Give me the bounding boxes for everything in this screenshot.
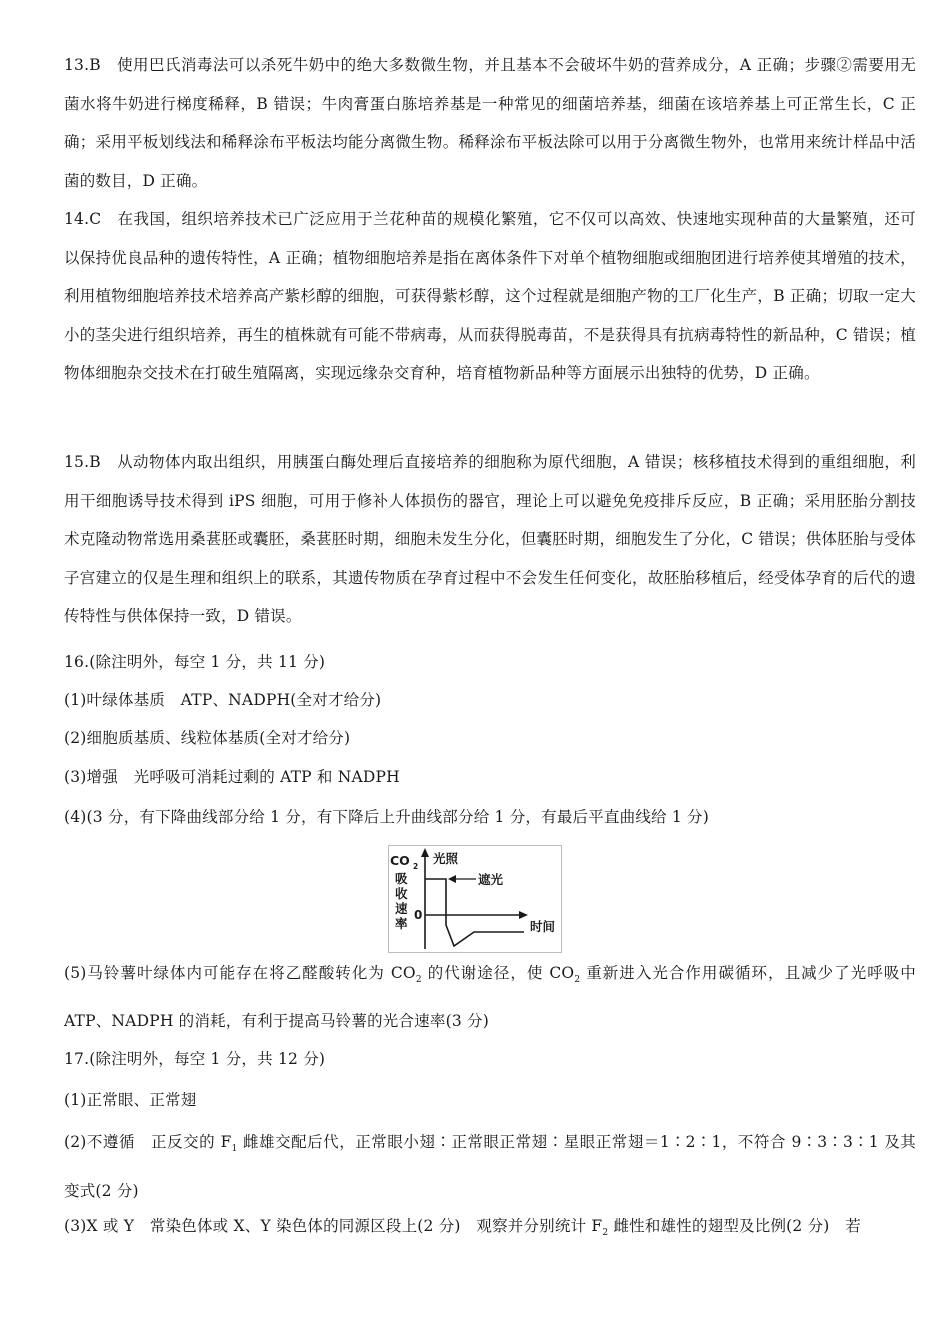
y-axis-arrow [421, 848, 429, 857]
answer-16-part-5-b: 的代谢途径，使 CO [421, 964, 575, 982]
y-label-char-4: 率 [395, 916, 408, 931]
y-label-co2-sub: 2 [413, 862, 419, 871]
y-label-char-1: 吸 [395, 871, 408, 886]
co2-absorption-figure [388, 845, 562, 953]
answer-17-header: 17.(除注明外，每空 1 分，共 12 分) [64, 1050, 326, 1068]
answer-16-header: 16.(除注明外，每空 1 分，共 11 分) [64, 653, 326, 671]
answer-17-part-3-b: 雌性和雄性的翅型及比例(2 分) 若 [608, 1217, 861, 1235]
answer-16-part-2: (2)细胞质基质、线粒体基质(全对才给分) [64, 729, 351, 747]
answer-17-part-2-a: (2)不遵循 正反交的 F [64, 1133, 232, 1151]
f2-subscript: 2 [602, 1228, 609, 1239]
answer-16-part-3: (3)增强 光呼吸可消耗过剩的 ATP 和 NADPH [64, 768, 400, 786]
answer-15: 15.B 从动物体内取出组织，用胰蛋白酶处理后直接培养的细胞称为原代细胞，A 错误；核移植技术得到的重组细胞，利用干细胞诱导技术得到 iPS 细胞，可用于修补人体损伤的器官，理论上可以避免免疫排斥反应，B 正确；采用胚胎分割技术克隆动物常选用桑葚胚或囊胚，桑葚胚时期，细胞未发生分化，但囊胚时期，细胞发生了分化，C 错误；供体胚胎与受体子宫建立的仅是生理和组织上的联系，其遗传物质在孕育过程中不会发生任何变化，故胚胎移植后，经受体孕育的后代的遗传特性与供体保持一致，D 错误。 [64, 453, 916, 625]
co2-subscript-1: 2 [415, 975, 422, 986]
light-label: 光照 [433, 851, 459, 866]
answer-17-part-2-b: 雌雄交配后代，正常眼小翅∶正常眼正常翅∶星眼正常翅＝1∶2∶1，不符合 9∶3∶3∶1 及其变式(2 分) [64, 1133, 916, 1201]
shade-label: 遮光 [478, 872, 504, 887]
answer-17-part-3 [64, 1207, 916, 1253]
answer-16-part-5 [64, 953, 916, 1042]
zero-label: 0 [414, 908, 423, 922]
y-label-co2: CO [390, 853, 410, 868]
co2-curve [425, 879, 524, 946]
answer-17-part-2 [64, 1121, 916, 1212]
x-axis-arrow [519, 911, 528, 919]
x-label-time: 时间 [530, 919, 556, 934]
answer-17-part-3-a: (3)X 或 Y 常染色体或 X、Y 染色体的同源区段上(2 分) 观察并分别统计 F [64, 1217, 603, 1235]
answer-16-part-1: (1)叶绿体基质 ATP、NADPH(全对才给分) [64, 691, 382, 709]
answer-14: 14.C 在我国，组织培养技术已广泛应用于兰花种苗的规模化繁殖，它不仅可以高效、快速地实现种苗的大量繁殖，还可以保持优良品种的遗传特性，A 正确；植物细胞培养是指在离体条件下对单个植物细胞或细胞团进行培养使其增殖的技术，利用植物细胞培养技术培养高产紫杉醇的细胞，可获得紫杉醇，这个过程就是细胞产物的工厂化生产，B 正确；切取一定大小的茎尖进行组织培养，再生的植株就有可能不带病毒，从而获得脱毒苗，不是获得具有抗病毒特性的新品种，C 错误；植物体细胞杂交技术在打破生殖隔离，实现远缘杂交育种，培育植物新品种等方面展示出独特的优势，D 正确。 [64, 210, 916, 382]
shade-pointer-arrow [448, 875, 456, 883]
answer-17-part-1: (1)正常眼、正常翅 [64, 1091, 197, 1109]
answer-16-part-5-c: 重新进入光合作用碳循环，且减少了光呼吸中ATP、NADPH 的消耗，有利于提高马铃薯的光合速率(3 分) [64, 964, 916, 1031]
y-label-char-2: 收 [395, 886, 408, 901]
co2-subscript-2: 2 [574, 975, 581, 986]
co2-absorption-graph [388, 845, 562, 953]
answer-16-part-5-a: (5)马铃薯叶绿体内可能存在将乙醛酸转化为 CO [64, 964, 416, 982]
f1-subscript: 1 [231, 1144, 238, 1155]
answer-16-part-4: (4)(3 分，有下降曲线部分给 1 分，有下降后上升曲线部分给 1 分，有最后平直曲线给 1 分) [64, 808, 709, 826]
answer-13: 13.B 使用巴氏消毒法可以杀死牛奶中的绝大多数微生物，并且基本不会破坏牛奶的营养成分，A 正确；步骤②需要用无菌水将牛奶进行梯度稀释，B 错误；牛肉膏蛋白胨培养基是一种常见的细菌培养基，细菌在该培养基上可正常生长，C 正确；采用平板划线法和稀释涂布平板法均能分离微生物。稀释涂布平板法除可以用于分离微生物外，也常用来统计样品中活菌的数目，D 正确。 [64, 56, 916, 190]
y-label-char-3: 速 [395, 901, 408, 916]
